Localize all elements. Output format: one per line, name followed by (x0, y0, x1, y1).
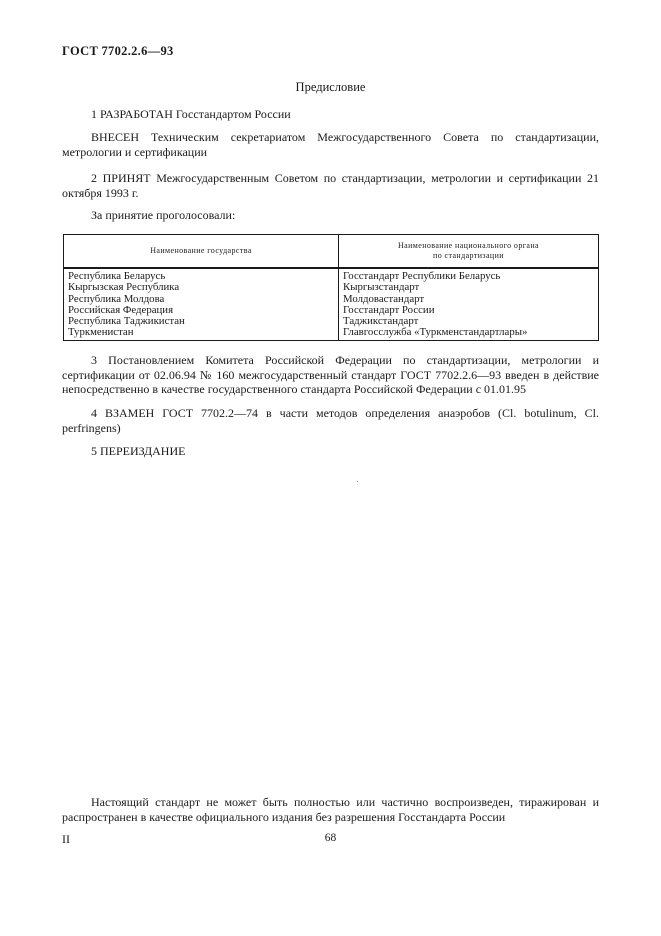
state-name: Республика Таджикистан (68, 315, 185, 328)
header-national-body-line2: по стандартизации (433, 251, 504, 260)
header-national-body-line1: Наименование национального органа (397, 240, 539, 250)
states-cell (64, 268, 339, 340)
paragraph-developed: 1 РАЗРАБОТАН Госстандартом России (91, 107, 291, 121)
preface-title: Предисловие (295, 80, 366, 94)
state-name: Российская Федерация (68, 303, 174, 316)
national-body-name: Таджикстандарт (343, 315, 419, 328)
state-name: Кыргызская Республика (68, 281, 180, 294)
state-name: Республика Молдова (68, 292, 165, 305)
voting-states-table (63, 234, 599, 341)
standard-code-header: ГОСТ 7702.2.6—93 (62, 44, 174, 58)
state-name: Туркменистан (68, 326, 134, 339)
paragraph-voted: За принятие проголосовали: (91, 208, 236, 222)
paragraph-adopted: 2 ПРИНЯТ Межгосударственным Советом по стандартизации, метрологии и сертификации 21 октября 1993 г. (62, 171, 599, 200)
header-state: Наименование государства (64, 235, 339, 269)
national-body-name: Главгосслужба «Туркменстандартлары» (343, 326, 528, 339)
table-header-row (64, 235, 599, 269)
scan-speck (357, 481, 358, 482)
state-name: Республика Беларусь (68, 270, 166, 282)
national-body-name: Госстандарт Республики Беларусь (343, 270, 501, 282)
national-body-name: Кыргызстандарт (343, 281, 420, 294)
page-number: 68 (324, 832, 337, 844)
national-body-name: Молдовастандарт (343, 292, 425, 305)
header-national-body (339, 235, 599, 269)
roman-page-marker: II (62, 832, 70, 846)
paragraph-copyright: Настоящий стандарт не может быть полностью или частично воспроизведен, тиражирован и распространен в качестве официального издания без разрешения Госстандарта России (62, 795, 599, 824)
national-body-name: Госстандарт России (343, 303, 435, 316)
paragraph-replaces: 4 ВЗАМЕН ГОСТ 7702.2—74 в части методов определения анаэробов (Cl. botulinum, Cl. perfringens) (62, 406, 599, 435)
paragraph-introduced: ВНЕСЕН Техническим секретариатом Межгосударственного Совета по стандартизации, метрологии и сертификации (62, 130, 599, 159)
table-row (64, 268, 599, 340)
paragraph-reissue: 5 ПЕРЕИЗДАНИЕ (91, 444, 186, 458)
paragraph-decree: 3 Постановлением Комитета Российской Федерации по стандартизации, метрологии и сертификации от 02.06.94 № 160 межгосударственный стандарт ГОСТ 7702.2.6—93 введен в действие непосредственно в качестве государственного стандарта Российской Федерации с 01.01.95 (62, 353, 599, 396)
bodies-cell (339, 268, 599, 340)
